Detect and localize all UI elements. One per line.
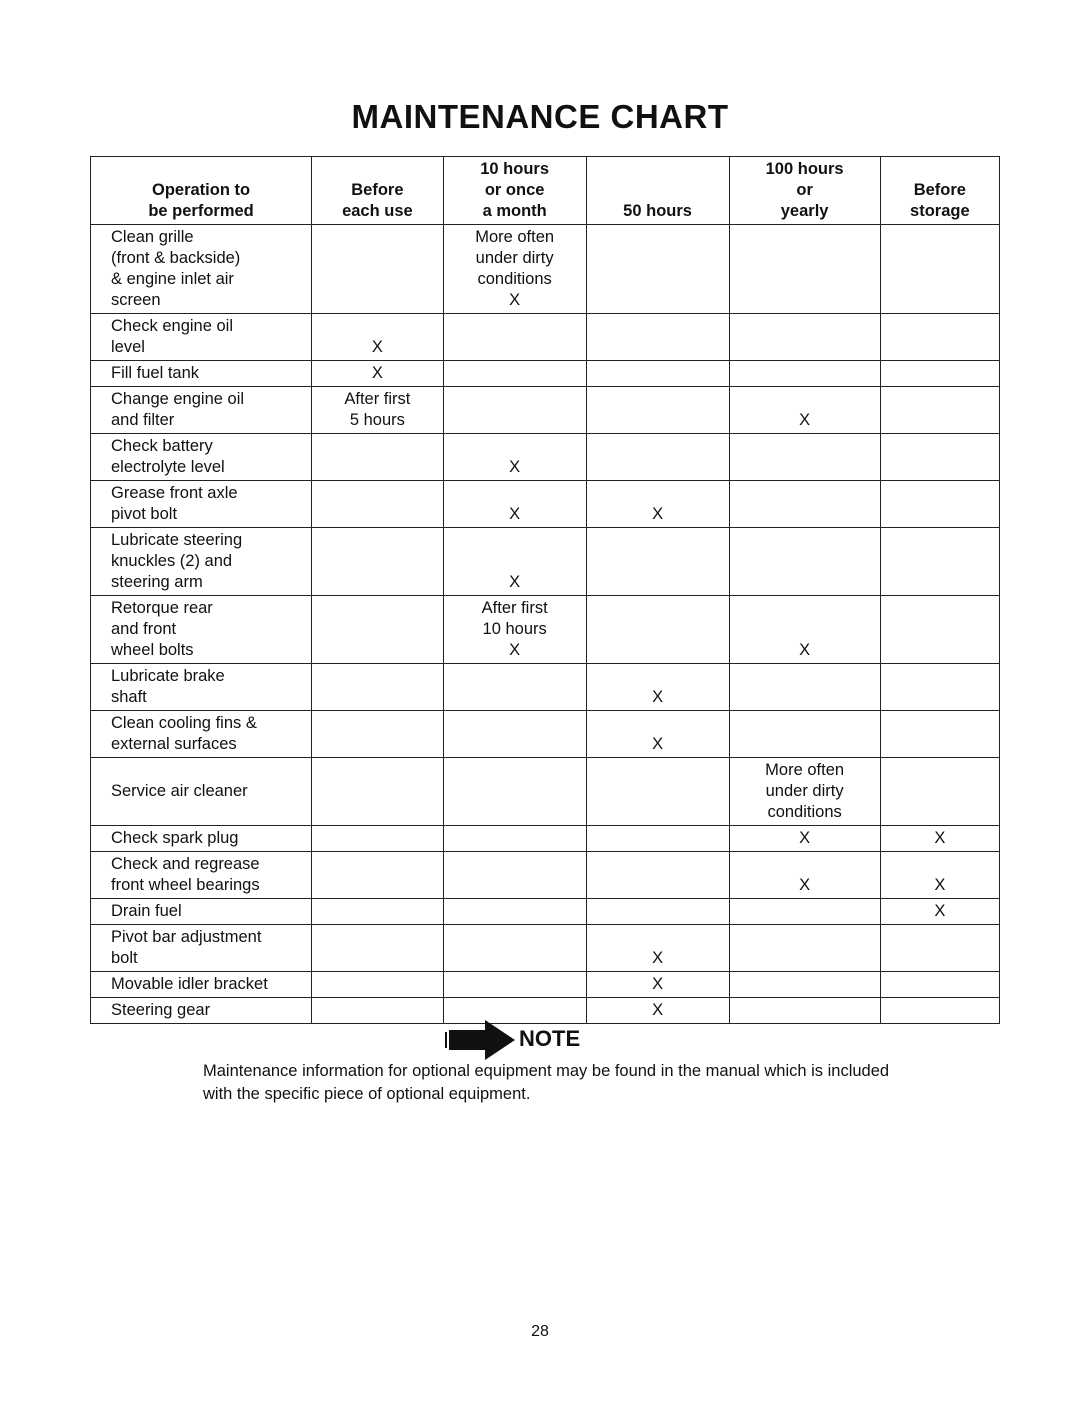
50-hours-cell [586,434,729,481]
cell-line: 10 hours [482,620,547,638]
operation-cell [91,528,312,596]
cell-line: X [509,291,521,309]
before-storage-cell [880,852,999,899]
cell-line: Fill fuel tank [111,364,200,382]
operation-cell [91,314,312,361]
table-row [91,361,1000,387]
50-hours-cell [586,852,729,899]
cell-line: 100 hours [765,160,844,178]
50-hours-cell [586,664,729,711]
operation-cell [91,387,312,434]
operation-cell [91,758,312,826]
operation-cell [91,711,312,758]
before-storage-cell [880,434,999,481]
10-hours-cell [443,852,586,899]
before-each-use-cell [312,481,444,528]
cell-line: external surfaces [111,735,237,753]
cell-line: storage [910,202,970,220]
50-hours-cell [586,899,729,925]
cell-line: and front [111,620,177,638]
table-row [91,758,1000,826]
before-each-use-cell [312,361,444,387]
operation-cell [91,664,312,711]
cell-line: Pivot bar adjustment [111,928,262,946]
10-hours-cell [443,711,586,758]
100-hours-cell [729,434,880,481]
100-hours-cell [729,361,880,387]
before-storage-cell [880,758,999,826]
cell-line: More often [475,228,555,246]
50-hours-cell [586,925,729,972]
100-hours-cell [729,826,880,852]
100-hours-cell [729,758,880,826]
50-hours-cell [586,998,729,1024]
cell-line: X [371,338,383,356]
cell-line: X [934,902,946,920]
cell-line: bolt [111,949,138,967]
10-hours-cell [443,361,586,387]
cell-line: Grease front axle [111,484,238,502]
cell-line: or once [484,181,545,199]
cell-line: under dirty [475,249,554,267]
table-row [91,387,1000,434]
cell-line: (front & backside) [111,249,241,267]
100-hours-cell [729,972,880,998]
cell-line: level [111,338,145,356]
cell-line: After first [481,599,548,617]
before-each-use-cell [312,852,444,899]
before-each-use-cell [312,972,444,998]
cell-line: pivot bolt [111,505,178,523]
header-operation [91,157,312,225]
cell-line: knuckles (2) and [111,552,233,570]
before-each-use-cell [312,387,444,434]
cell-line: each use [342,202,413,220]
cell-line: front wheel bearings [111,876,260,894]
table-row [91,899,1000,925]
operation-cell [91,972,312,998]
operation-cell [91,434,312,481]
100-hours-cell [729,899,880,925]
before-storage-cell [880,528,999,596]
10-hours-cell [443,528,586,596]
50-hours-cell [586,826,729,852]
cell-line: X [509,641,521,659]
before-each-use-cell [312,225,444,314]
table-row [91,528,1000,596]
operation-cell [91,361,312,387]
50-hours-cell [586,711,729,758]
10-hours-cell [443,972,586,998]
cell-line: electrolyte level [111,458,225,476]
cell-line: More often [765,761,845,779]
table-row [91,225,1000,314]
before-storage-cell [880,664,999,711]
10-hours-cell [443,664,586,711]
10-hours-cell [443,758,586,826]
cell-line: screen [111,291,161,309]
cell-line: Check spark plug [111,829,239,847]
note-heading [445,1018,580,1060]
before-each-use-cell [312,925,444,972]
page-number: 28 [531,1323,549,1340]
cell-line: Before [351,181,404,199]
cell-line: X [799,876,811,894]
cell-line: steering arm [111,573,203,591]
table-row [91,314,1000,361]
50-hours-cell [586,596,729,664]
cell-line: X [652,1001,664,1019]
operation-cell [91,596,312,664]
cell-line: 5 hours [349,411,405,429]
table-row [91,826,1000,852]
cell-line: conditions [767,803,842,821]
100-hours-cell [729,481,880,528]
cell-line: Drain fuel [111,902,182,920]
before-each-use-cell [312,826,444,852]
before-each-use-cell [312,998,444,1024]
cell-line: After first [344,390,411,408]
cell-line: Before [913,181,966,199]
cell-line: X [934,876,946,894]
before-storage-cell [880,925,999,972]
cell-line: Operation to [151,181,251,199]
50-hours-cell [586,481,729,528]
10-hours-cell [443,225,586,314]
100-hours-cell [729,711,880,758]
operation-cell [91,826,312,852]
cell-line: X [799,411,811,429]
before-storage-cell [880,972,999,998]
cell-line: Service air cleaner [111,782,248,800]
operation-cell [91,225,312,314]
before-storage-cell [880,481,999,528]
50-hours-cell [586,972,729,998]
10-hours-cell [443,899,586,925]
10-hours-cell [443,826,586,852]
cell-line: a month [482,202,547,220]
cell-line: X [509,458,521,476]
before-storage-cell [880,596,999,664]
operation-cell [91,481,312,528]
cell-line: 10 hours [480,160,550,178]
cell-line: be performed [148,202,254,220]
cell-line: Movable idler bracket [111,975,268,993]
cell-line: X [652,975,664,993]
before-storage-cell [880,899,999,925]
cell-line: X [509,505,521,523]
before-each-use-cell [312,434,444,481]
before-storage-cell [880,998,999,1024]
50-hours-cell [586,758,729,826]
table-row [91,481,1000,528]
100-hours-cell [729,387,880,434]
cell-line: X [652,688,664,706]
10-hours-cell [443,596,586,664]
arrow-right-icon [445,1018,517,1060]
maintenance-chart-table [90,156,1000,1024]
before-each-use-cell [312,899,444,925]
10-hours-cell [443,481,586,528]
cell-line: conditions [477,270,552,288]
page-title: MAINTENANCE CHART [351,98,729,135]
note-text: Maintenance information for optional equipment may be found in the manual which is included with the specific piece of optional equipment. [203,1062,890,1103]
50-hours-cell [586,528,729,596]
operation-cell [91,852,312,899]
100-hours-cell [729,528,880,596]
before-each-use-cell [312,664,444,711]
cell-line: shaft [111,688,147,706]
100-hours-cell [729,314,880,361]
50-hours-cell [586,314,729,361]
operation-cell [91,899,312,925]
cell-line: & engine inlet air [111,270,234,288]
before-storage-cell [880,387,999,434]
before-storage-cell [880,314,999,361]
before-storage-cell [880,225,999,314]
cell-line: or [796,181,813,199]
100-hours-cell [729,664,880,711]
cell-line: Change engine oil [111,390,245,408]
100-hours-cell [729,596,880,664]
table-row [91,711,1000,758]
before-each-use-cell [312,758,444,826]
cell-line: Lubricate brake [111,667,225,685]
cell-line: X [509,573,521,591]
cell-line: X [652,735,664,753]
cell-line: and filter [111,411,175,429]
cell-line: X [799,641,811,659]
table-row [91,664,1000,711]
100-hours-cell [729,852,880,899]
10-hours-cell [443,925,586,972]
header-50-hours [586,157,729,225]
operation-cell [91,998,312,1024]
cell-line: wheel bolts [111,641,194,659]
operation-cell [91,925,312,972]
before-each-use-cell [312,596,444,664]
before-each-use-cell [312,711,444,758]
cell-line: X [652,505,664,523]
table-row [91,972,1000,998]
100-hours-cell [729,225,880,314]
cell-line: Check and regrease [111,855,260,873]
before-storage-cell [880,361,999,387]
cell-line: X [371,364,383,382]
table-row [91,925,1000,972]
cell-line: Check engine oil [111,317,233,335]
10-hours-cell [443,434,586,481]
before-each-use-cell [312,528,444,596]
cell-line: X [652,949,664,967]
note-label: NOTE [519,1026,581,1051]
cell-line: Steering gear [111,1001,211,1019]
10-hours-cell [443,314,586,361]
table-row [91,852,1000,899]
table-row [91,596,1000,664]
before-storage-cell [880,826,999,852]
10-hours-cell [443,387,586,434]
header-before-storage [880,157,999,225]
50-hours-cell [586,225,729,314]
cell-line: Retorque rear [111,599,213,617]
cell-line: Lubricate steering [111,531,243,549]
before-storage-cell [880,711,999,758]
cell-line: Check battery [111,437,213,455]
cell-line: under dirty [765,782,844,800]
before-each-use-cell [312,314,444,361]
cell-line: X [799,829,811,847]
table-row [91,434,1000,481]
header-before-each-use [312,157,444,225]
50-hours-cell [586,387,729,434]
header-100-hours [729,157,880,225]
header-row [91,157,1000,225]
header-10-hours [443,157,586,225]
100-hours-cell [729,998,880,1024]
cell-line: yearly [780,202,829,220]
cell-line: 50 hours [623,202,692,220]
cell-line: Clean grille [111,228,194,246]
cell-line: Clean cooling fins & [111,714,257,732]
50-hours-cell [586,361,729,387]
cell-line: X [934,829,946,847]
100-hours-cell [729,925,880,972]
